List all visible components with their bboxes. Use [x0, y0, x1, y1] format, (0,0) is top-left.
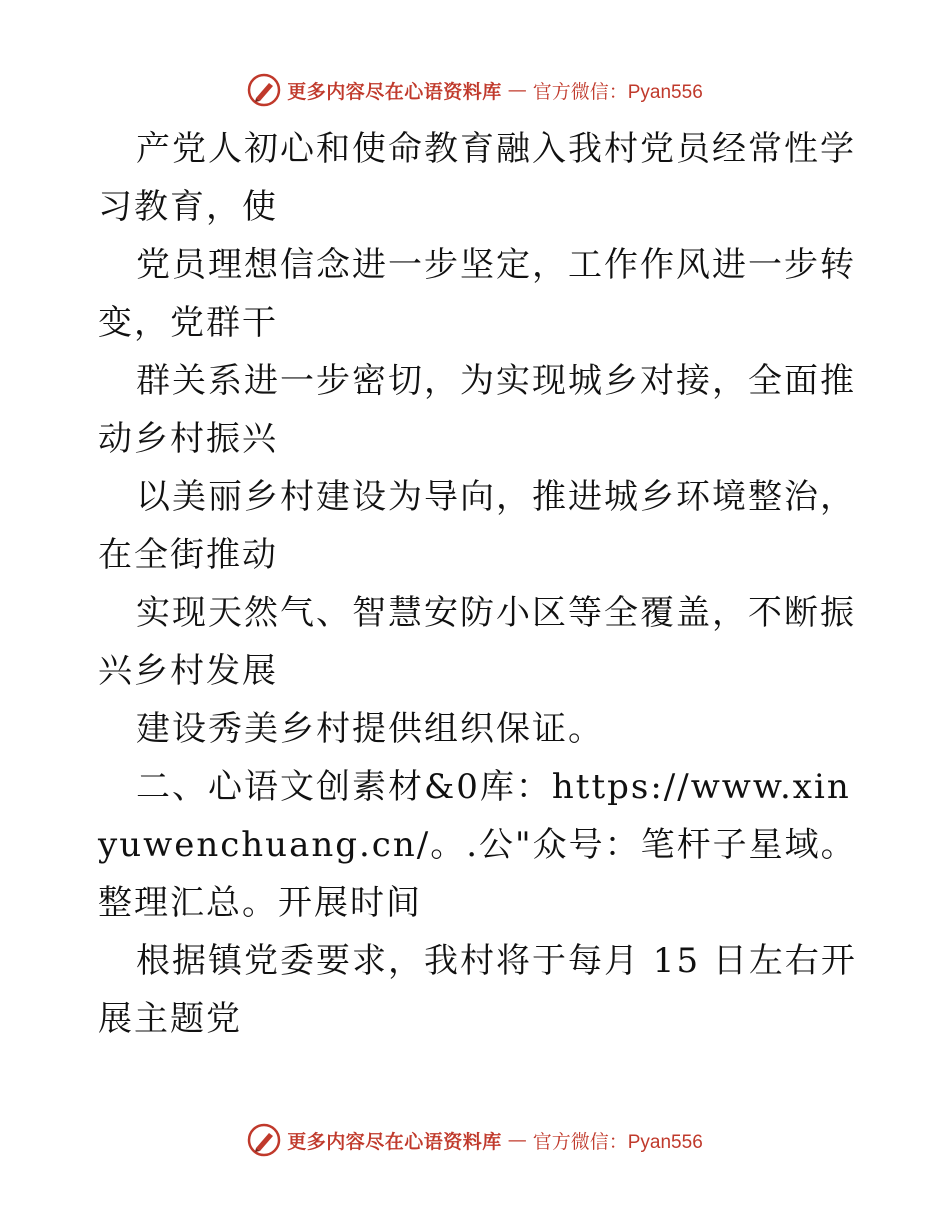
paragraph: 建设秀美乡村提供组织保证。: [136, 709, 604, 749]
header-watermark: [0, 70, 950, 110]
watermark-account: 官方微信：Pyan556: [532, 81, 703, 103]
pen-logo-icon: [247, 73, 281, 107]
paragraph: 根据镇党委要求，我村将于每月 15 日左右开展主题党: [98, 941, 857, 1039]
document-body: [98, 120, 858, 1048]
watermark-text: 更多内容尽在心语资料库: [287, 80, 502, 103]
paragraph: 以美丽乡村建设为导向，推进城乡环境整治，在全街推动: [98, 477, 856, 575]
watermark-account: 官方微信：Pyan556: [532, 1131, 703, 1153]
watermark-dash: —: [507, 79, 527, 101]
paragraph: 党员理想信念进一步坚定，工作作风进一步转变，党群干: [98, 245, 856, 343]
paragraph: 群关系进一步密切，为实现城乡对接，全面推动乡村振兴: [98, 361, 856, 459]
watermark-text: 更多内容尽在心语资料库: [287, 1130, 502, 1153]
pen-logo-icon: [247, 1123, 281, 1157]
footer-watermark: [0, 1120, 950, 1160]
paragraph: 产党人初心和使命教育融入我村党员经常性学习教育，使: [98, 129, 856, 227]
paragraph: 二、心语文创素材&0库：https://www.xinyuwenchuang.cn/。.公"众号：笔杆子星域。整理汇总。开展时间: [98, 767, 857, 923]
watermark-dash: —: [507, 1129, 527, 1151]
paragraph: 实现天然气、智慧安防小区等全覆盖，不断振兴乡村发展: [98, 593, 856, 691]
